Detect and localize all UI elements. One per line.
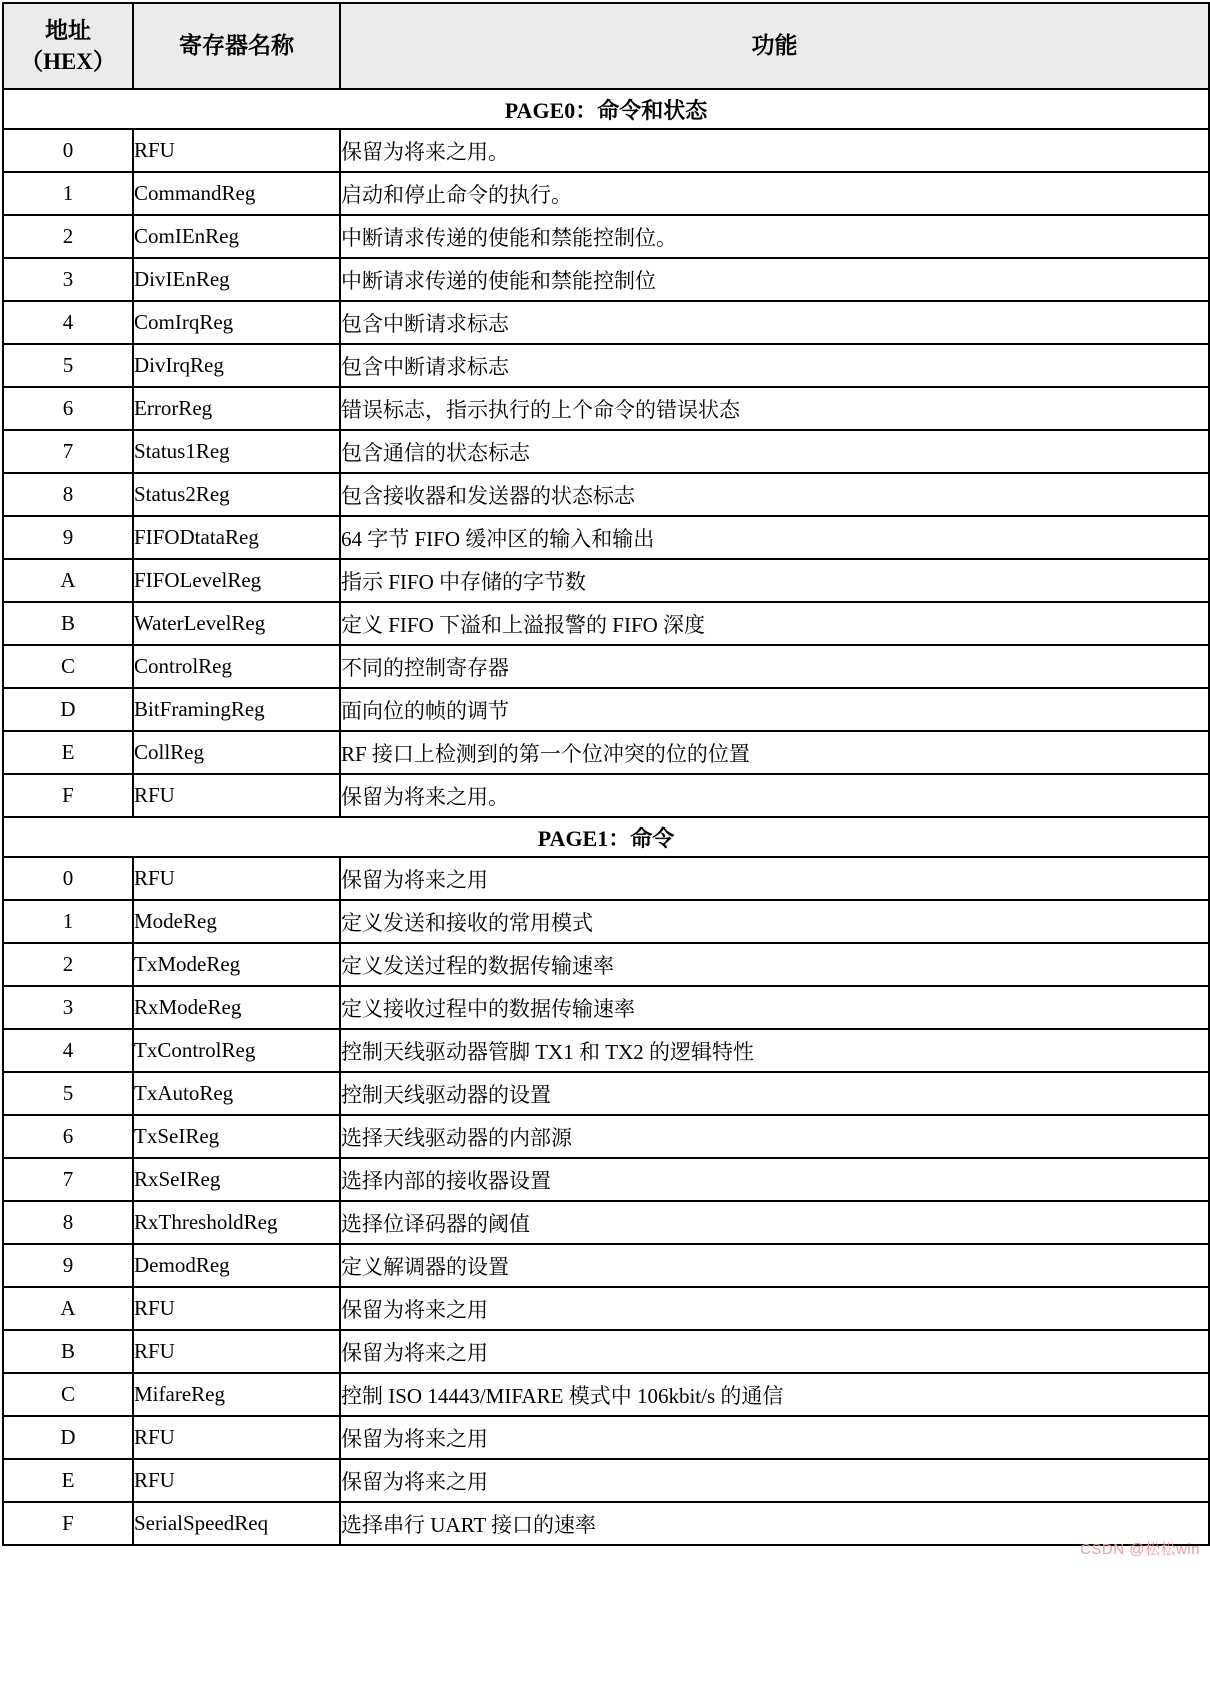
- cell-function: 控制 ISO 14443/MIFARE 模式中 106kbit/s 的通信: [340, 1373, 1209, 1416]
- cell-address: 1: [3, 900, 133, 943]
- cell-address: 5: [3, 1072, 133, 1115]
- cell-register-name: RFU: [133, 1330, 340, 1373]
- table-row: [3, 129, 1209, 172]
- table-row: [3, 1416, 1209, 1459]
- cell-address: 6: [3, 387, 133, 430]
- cell-address: 1: [3, 172, 133, 215]
- table-row: [3, 258, 1209, 301]
- cell-function: 定义 FIFO 下溢和上溢报警的 FIFO 深度: [340, 602, 1209, 645]
- section-header-row: [3, 817, 1209, 857]
- cell-function: 保留为将来之用: [340, 1416, 1209, 1459]
- header-register-name: 寄存器名称: [133, 3, 340, 89]
- cell-address: 9: [3, 516, 133, 559]
- cell-address: 4: [3, 1029, 133, 1072]
- cell-register-name: RxThresholdReg: [133, 1201, 340, 1244]
- table-row: [3, 1115, 1209, 1158]
- cell-address: F: [3, 774, 133, 817]
- cell-register-name: RxModeReg: [133, 986, 340, 1029]
- cell-address: C: [3, 1373, 133, 1416]
- cell-register-name: WaterLevelReg: [133, 602, 340, 645]
- cell-register-name: CollReg: [133, 731, 340, 774]
- cell-function: 包含接收器和发送器的状态标志: [340, 473, 1209, 516]
- table-row: [3, 731, 1209, 774]
- cell-address: D: [3, 1416, 133, 1459]
- cell-register-name: CommandReg: [133, 172, 340, 215]
- cell-function: 保留为将来之用: [340, 857, 1209, 900]
- table-row: [3, 344, 1209, 387]
- table-row: [3, 172, 1209, 215]
- cell-address: 7: [3, 430, 133, 473]
- table-row: [3, 688, 1209, 731]
- header-address-line2: （HEX）: [20, 49, 116, 74]
- table-row: [3, 215, 1209, 258]
- cell-register-name: RxSeIReg: [133, 1158, 340, 1201]
- table-row: [3, 986, 1209, 1029]
- cell-register-name: RFU: [133, 1459, 340, 1502]
- cell-register-name: Status2Reg: [133, 473, 340, 516]
- table-row: [3, 1373, 1209, 1416]
- cell-function: 控制天线驱动器管脚 TX1 和 TX2 的逻辑特性: [340, 1029, 1209, 1072]
- cell-function: 控制天线驱动器的设置: [340, 1072, 1209, 1115]
- cell-address: F: [3, 1502, 133, 1545]
- cell-register-name: ComIrqReg: [133, 301, 340, 344]
- cell-register-name: ModeReg: [133, 900, 340, 943]
- cell-function: 保留为将来之用。: [340, 129, 1209, 172]
- section-title: PAGE1：命令: [3, 817, 1209, 857]
- table-row: [3, 1029, 1209, 1072]
- table-row: [3, 645, 1209, 688]
- cell-address: 3: [3, 986, 133, 1029]
- cell-function: 错误标志，指示执行的上个命令的错误状态: [340, 387, 1209, 430]
- cell-function: 选择位译码器的阈值: [340, 1201, 1209, 1244]
- cell-function: RF 接口上检测到的第一个位冲突的位的位置: [340, 731, 1209, 774]
- table-row: [3, 559, 1209, 602]
- cell-register-name: DemodReg: [133, 1244, 340, 1287]
- table-row: [3, 430, 1209, 473]
- register-table: [2, 2, 1210, 1546]
- cell-address: A: [3, 559, 133, 602]
- cell-function: 定义发送过程的数据传输速率: [340, 943, 1209, 986]
- cell-register-name: DivIrqReg: [133, 344, 340, 387]
- cell-function: 64 字节 FIFO 缓冲区的输入和输出: [340, 516, 1209, 559]
- header-function: 功能: [340, 3, 1209, 89]
- cell-function: 选择串行 UART 接口的速率: [340, 1502, 1209, 1545]
- cell-function: 保留为将来之用: [340, 1330, 1209, 1373]
- cell-address: 6: [3, 1115, 133, 1158]
- cell-function: 启动和停止命令的执行。: [340, 172, 1209, 215]
- section-title: PAGE0：命令和状态: [3, 89, 1209, 129]
- table-row: [3, 1072, 1209, 1115]
- cell-register-name: TxSeIReg: [133, 1115, 340, 1158]
- cell-function: 包含中断请求标志: [340, 344, 1209, 387]
- table-row: [3, 1201, 1209, 1244]
- cell-function: 中断请求传递的使能和禁能控制位。: [340, 215, 1209, 258]
- table-row: [3, 602, 1209, 645]
- cell-register-name: MifareReg: [133, 1373, 340, 1416]
- cell-address: E: [3, 1459, 133, 1502]
- cell-address: 9: [3, 1244, 133, 1287]
- cell-address: 7: [3, 1158, 133, 1201]
- cell-function: 定义发送和接收的常用模式: [340, 900, 1209, 943]
- cell-address: 0: [3, 857, 133, 900]
- cell-register-name: RFU: [133, 1416, 340, 1459]
- cell-address: B: [3, 1330, 133, 1373]
- cell-address: 8: [3, 473, 133, 516]
- cell-register-name: SerialSpeedReq: [133, 1502, 340, 1545]
- cell-address: C: [3, 645, 133, 688]
- table-row: [3, 1287, 1209, 1330]
- cell-register-name: ErrorReg: [133, 387, 340, 430]
- cell-function: 定义接收过程中的数据传输速率: [340, 986, 1209, 1029]
- cell-function: 选择内部的接收器设置: [340, 1158, 1209, 1201]
- cell-address: 2: [3, 943, 133, 986]
- cell-function: 面向位的帧的调节: [340, 688, 1209, 731]
- table-header-row: [3, 3, 1209, 89]
- table-row: [3, 900, 1209, 943]
- cell-address: B: [3, 602, 133, 645]
- cell-register-name: DivIEnReg: [133, 258, 340, 301]
- table-row: [3, 857, 1209, 900]
- cell-address: 5: [3, 344, 133, 387]
- cell-function: 选择天线驱动器的内部源: [340, 1115, 1209, 1158]
- table-row: [3, 1244, 1209, 1287]
- table-row: [3, 1502, 1209, 1545]
- cell-address: A: [3, 1287, 133, 1330]
- cell-function: 不同的控制寄存器: [340, 645, 1209, 688]
- cell-address: 4: [3, 301, 133, 344]
- cell-register-name: RFU: [133, 129, 340, 172]
- table-row: [3, 1459, 1209, 1502]
- cell-register-name: FIFODtataReg: [133, 516, 340, 559]
- header-address-line1: 地址: [45, 17, 91, 43]
- section-header-row: [3, 89, 1209, 129]
- cell-function: 保留为将来之用: [340, 1287, 1209, 1330]
- cell-register-name: RFU: [133, 774, 340, 817]
- watermark: CSDN @松松win: [1080, 1541, 1200, 1558]
- table-row: [3, 516, 1209, 559]
- cell-address: 2: [3, 215, 133, 258]
- register-table-body: [3, 89, 1209, 1545]
- cell-register-name: ControlReg: [133, 645, 340, 688]
- cell-register-name: RFU: [133, 1287, 340, 1330]
- table-row: [3, 1158, 1209, 1201]
- table-row: [3, 1330, 1209, 1373]
- cell-register-name: TxModeReg: [133, 943, 340, 986]
- table-row: [3, 943, 1209, 986]
- header-address: [3, 3, 133, 89]
- cell-register-name: RFU: [133, 857, 340, 900]
- cell-function: 保留为将来之用: [340, 1459, 1209, 1502]
- cell-address: 0: [3, 129, 133, 172]
- cell-address: E: [3, 731, 133, 774]
- cell-function: 中断请求传递的使能和禁能控制位: [340, 258, 1209, 301]
- cell-function: 指示 FIFO 中存储的字节数: [340, 559, 1209, 602]
- cell-function: 包含中断请求标志: [340, 301, 1209, 344]
- table-row: [3, 387, 1209, 430]
- cell-register-name: ComIEnReg: [133, 215, 340, 258]
- cell-register-name: Status1Reg: [133, 430, 340, 473]
- cell-function: 定义解调器的设置: [340, 1244, 1209, 1287]
- cell-address: 8: [3, 1201, 133, 1244]
- cell-register-name: BitFramingReg: [133, 688, 340, 731]
- cell-address: D: [3, 688, 133, 731]
- table-row: [3, 301, 1209, 344]
- cell-address: 3: [3, 258, 133, 301]
- cell-register-name: FIFOLevelReg: [133, 559, 340, 602]
- cell-function: 包含通信的状态标志: [340, 430, 1209, 473]
- cell-register-name: TxControlReg: [133, 1029, 340, 1072]
- table-row: [3, 473, 1209, 516]
- cell-function: 保留为将来之用。: [340, 774, 1209, 817]
- table-row: [3, 774, 1209, 817]
- cell-register-name: TxAutoReg: [133, 1072, 340, 1115]
